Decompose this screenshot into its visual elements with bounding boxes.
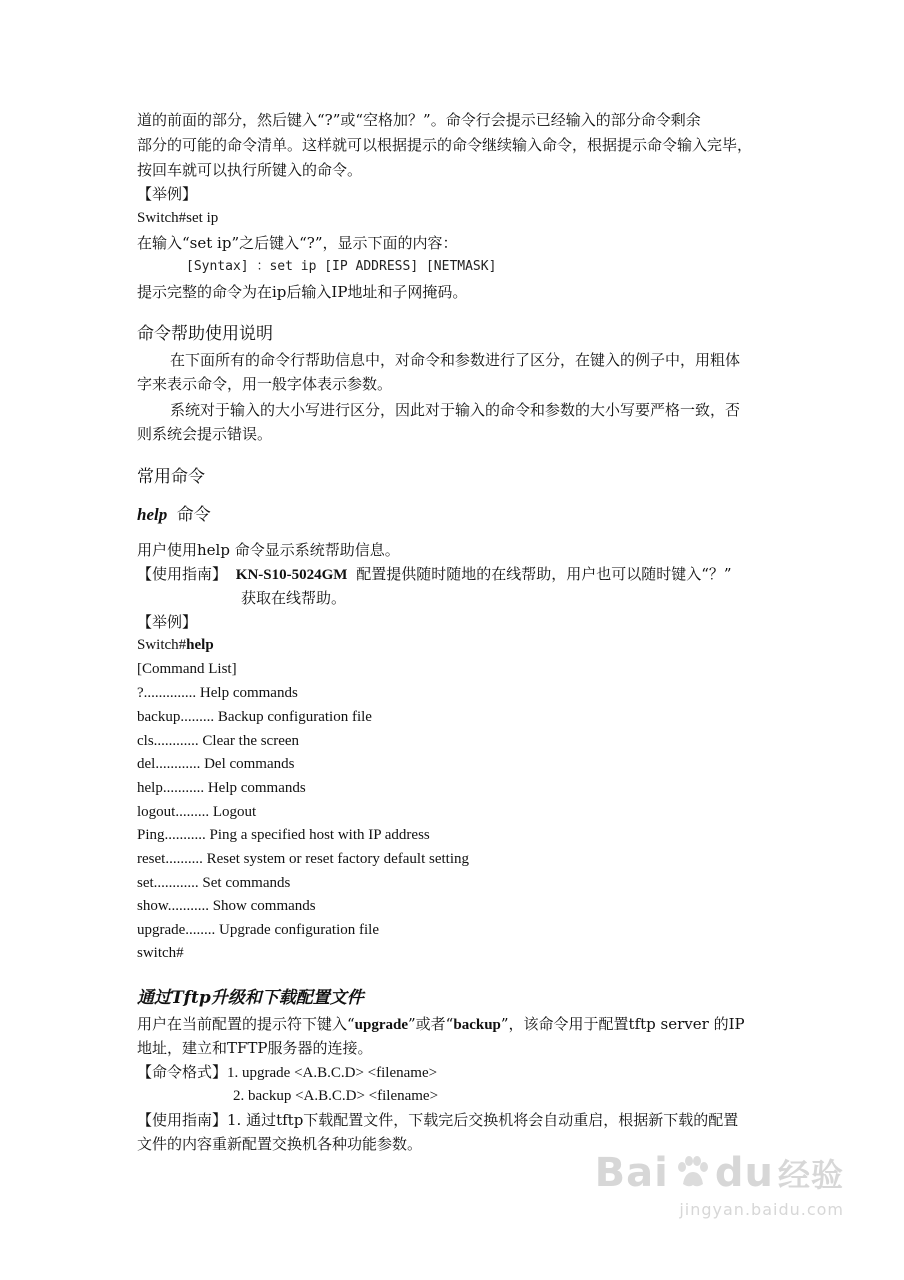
tftp-upgrade-keyword: upgrade [354,1017,409,1033]
help-example-label: 【举例】 [137,613,198,631]
guide-model: KN-S10-5024GM [235,567,348,583]
watermark-url: jingyan.baidu.com [679,1200,844,1219]
help-usage-p2-line1: 系统对于输入的大小写进行区分，因此对于输入的命令和参数的大小写要严格一致，否 [170,401,741,419]
watermark-brand-b: du [714,1150,774,1196]
command-list-item: Ping........... Ping a specified host with IP address [137,827,430,843]
format-label: 【命令格式】 [137,1063,228,1081]
command-list-item: set............ Set commands [137,875,291,891]
help-usage-p1-line2: 字来表示命令，用一般字体表示参数。 [137,375,393,393]
watermark-brand [595,1150,844,1196]
tftp-heading: 通过Tftp升级和下载配置文件 [137,988,364,1008]
guide-label: 【使用指南】 [137,565,228,583]
baidu-watermark [595,1150,844,1219]
tftp-text-a: 用户在当前配置的提示符下键入“ [137,1015,355,1033]
help-heading-en: help [137,505,168,524]
command-list-item: backup......... Backup configuration file [137,709,372,725]
tftp-guide-line-1: 【使用指南】1. 通过tftp下载配置文件，下载完后交换机将会自动重启，根据新下载的配置 [137,1111,739,1129]
intro-line-1: 道的前面的部分，然后键入“?”或“空格加？”。命令行会提示已经输入的部分命令剩余 [137,111,701,129]
format-1: 1. upgrade <A.B.C.D> <filename> [227,1065,438,1081]
command-list-item: cls............ Clear the screen [137,733,300,749]
command-list-header: [Command List] [137,661,237,677]
common-commands-heading: 常用命令 [137,467,205,487]
command-list-item: del............ Del commands [137,756,295,772]
command-list-item: logout......... Logout [137,804,257,820]
help-guide-line [137,564,732,585]
command-list-item: show........... Show commands [137,898,316,914]
guide-text-continued: 获取在线帮助。 [241,589,347,607]
intro-line-2: 部分的可能的命令清单。这样就可以根据提示的命令继续输入命令，根据提示命令输入完毕， [137,136,753,154]
command-list-item: ?.............. Help commands [137,685,298,701]
help-desc: 用户使用help 命令显示系统帮助信息。 [137,541,400,559]
example-after-text: 在输入“set ip”之后键入“?”，显示下面的内容： [137,234,458,252]
command-list-item: reset.......... Reset system or reset factory default setting [137,851,469,867]
help-usage-p1-line1: 在下面所有的命令行帮助信息中，对命令和参数进行了区分，在键入的例子中，用粗体 [170,351,741,369]
format-2: 2. backup <A.B.C.D> <filename> [233,1088,439,1104]
help-usage-p2-line2: 则系统会提示错误。 [137,425,273,443]
example-label: 【举例】 [137,185,198,203]
hint-line: 提示完整的命令为在ip后输入IP地址和子网掩码。 [137,283,468,301]
format-line-1 [137,1062,437,1083]
syntax-line: [Syntax] ：set ip [IP ADDRESS] [NETMASK] [186,259,497,274]
help-heading-zh: 命令 [176,505,211,525]
guide-text: 配置提供随时随地的在线帮助，用户也可以随时键入“？” [356,565,732,583]
help-usage-heading: 命令帮助使用说明 [137,324,273,344]
tftp-text-c: ”或者“ [408,1015,454,1033]
help-prompt [137,635,214,655]
tftp-backup-keyword: backup [453,1017,501,1033]
command-list-item: help........... Help commands [137,780,306,796]
prompt-command: help [186,637,214,653]
end-prompt: switch# [137,945,184,961]
tftp-line-1 [137,1014,745,1035]
tftp-guide-line-2: 文件的内容重新配置交换机各种功能参数。 [137,1135,423,1153]
watermark-brand-a: Bai [594,1150,669,1196]
example-command: Switch#set ip [137,210,219,226]
intro-line-3: 按回车就可以执行所键入的命令。 [137,161,363,179]
paw-icon [673,1154,711,1192]
prompt-text: Switch# [137,637,187,653]
tftp-line-2: 地址，建立和TFTP服务器的连接。 [137,1039,373,1057]
tftp-text-e: ”，该命令用于配置tftp server 的IP [500,1015,745,1033]
help-command-heading [137,505,211,525]
command-list-item: upgrade........ Upgrade configuration file [137,922,379,938]
watermark-brand-c: 经验 [777,1156,844,1194]
